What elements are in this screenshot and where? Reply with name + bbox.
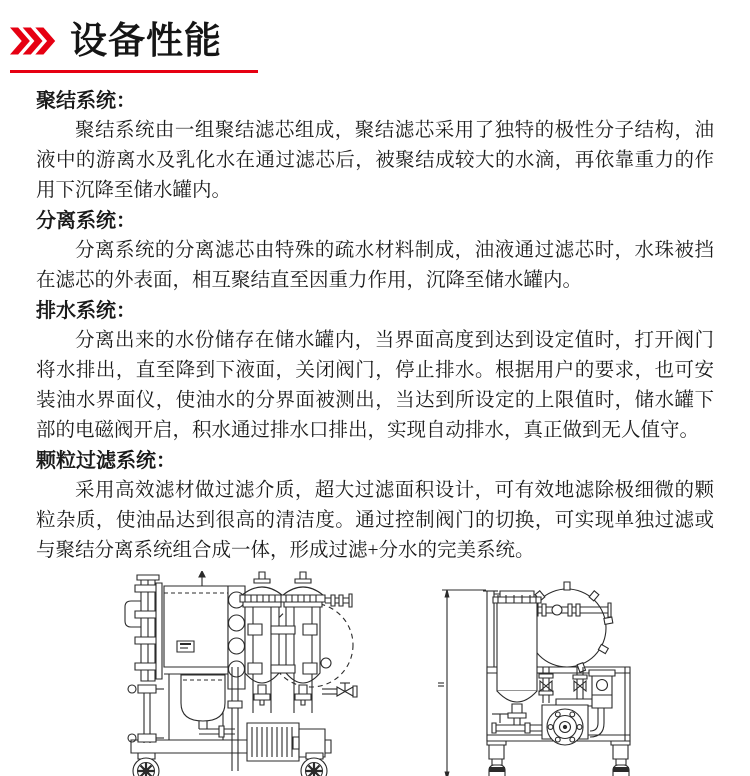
title-underline	[10, 70, 258, 73]
section-paragraph-drainage: 分离出来的水份储存在储水罐内，当界面高度到达到设定值时，打开阀门将水排出，直至降到下液面，关闭阀门，停止排水。根据用户的要求，也可安装油水界面仪，使油水的分界面被测出，当达到所设定的上限值时，储水罐下部的电磁阀开启，积水通过排水口排出，实现自动排水，真正做到无人值守。	[36, 329, 714, 441]
section-paragraph-coalescing: 聚结系统由一组聚结滤芯组成，聚结滤芯采用了独特的极性分子结构，油液中的游离水及乳化水在通过滤芯后，被聚结成较大的水滴，再依靠重力的作用下沉降至储水罐内。	[36, 119, 714, 201]
dimension-line	[438, 590, 494, 776]
triple-chevron-icon	[10, 27, 57, 55]
front-view-technical-drawing	[85, 571, 385, 776]
section-header	[10, 20, 750, 73]
section-heading-coalescing: 聚结系统：	[36, 89, 136, 112]
technical-drawings	[0, 571, 750, 776]
section-heading-separation: 分离系统：	[36, 209, 136, 232]
body-text	[36, 86, 714, 566]
section-heading-drainage: 排水系统：	[36, 299, 136, 322]
section-heading-particle-filtration: 颗粒过滤系统：	[36, 449, 176, 472]
section-paragraph-separation: 分离系统的分离滤芯由特殊的疏水材料制成，油液通过滤芯时，水珠被挡在滤芯的外表面，相互聚结直至因重力作用，沉降至储水罐内。	[36, 239, 714, 291]
side-view-technical-drawing	[430, 571, 695, 776]
page-title: 设备性能	[70, 20, 222, 61]
section-paragraph-particle-filtration: 采用高效滤材做过滤介质，超大过滤面积设计，可有效地滤除极细微的颗粒杂质，使油品达到很高的清洁度。通过控制阀门的切换，可实现单独过滤或与聚结分离系统组合成一体，形成过滤+分水的完美系统。	[36, 479, 714, 561]
